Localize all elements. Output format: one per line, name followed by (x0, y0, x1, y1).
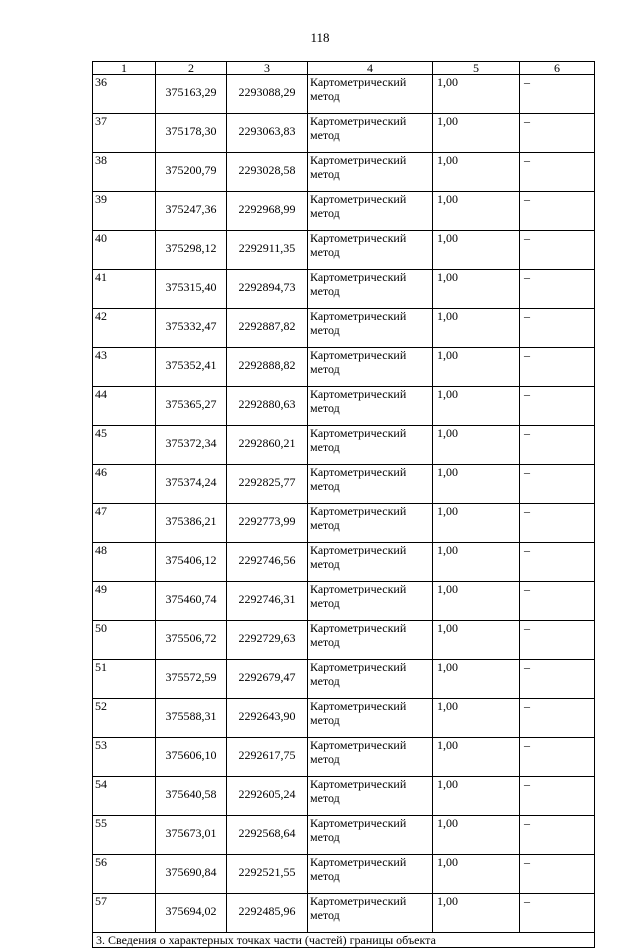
table-row (93, 114, 595, 153)
coordinate-x: 375606,10 (156, 738, 227, 777)
coordinate-y: 2292605,24 (227, 777, 308, 816)
note-cell: – (520, 660, 595, 699)
column-header: 3 (227, 62, 308, 75)
table-row (93, 582, 595, 621)
note-cell: – (520, 153, 595, 192)
method-cell: Картометрический метод (308, 621, 433, 660)
coordinate-x: 375572,59 (156, 660, 227, 699)
accuracy-cell: 1,00 (433, 387, 520, 426)
point-number: 44 (93, 387, 156, 426)
table-row (93, 231, 595, 270)
method-cell: Картометрический метод (308, 465, 433, 504)
coordinate-y: 2293028,58 (227, 153, 308, 192)
coordinate-x: 375200,79 (156, 153, 227, 192)
coordinate-y: 2293063,83 (227, 114, 308, 153)
accuracy-cell: 1,00 (433, 192, 520, 231)
table-row (93, 153, 595, 192)
accuracy-cell: 1,00 (433, 114, 520, 153)
table-header-row (93, 62, 595, 75)
note-cell: – (520, 816, 595, 855)
method-cell: Картометрический метод (308, 270, 433, 309)
method-cell: Картометрический метод (308, 816, 433, 855)
coordinate-y: 2292825,77 (227, 465, 308, 504)
table-row (93, 855, 595, 894)
method-cell: Картометрический метод (308, 855, 433, 894)
coordinate-x: 375374,24 (156, 465, 227, 504)
point-number: 42 (93, 309, 156, 348)
table-row (93, 777, 595, 816)
table-row (93, 465, 595, 504)
note-cell: – (520, 114, 595, 153)
coordinate-x: 375690,84 (156, 855, 227, 894)
coordinate-y: 2292521,55 (227, 855, 308, 894)
table-row (93, 75, 595, 114)
method-cell: Картометрический метод (308, 543, 433, 582)
accuracy-cell: 1,00 (433, 816, 520, 855)
note-cell: – (520, 309, 595, 348)
column-header: 6 (520, 62, 595, 75)
coordinate-y: 2292729,63 (227, 621, 308, 660)
method-cell: Картометрический метод (308, 387, 433, 426)
accuracy-cell: 1,00 (433, 348, 520, 387)
point-number: 41 (93, 270, 156, 309)
note-cell: – (520, 387, 595, 426)
accuracy-cell: 1,00 (433, 270, 520, 309)
point-number: 43 (93, 348, 156, 387)
coordinate-x: 375640,58 (156, 777, 227, 816)
coordinate-x: 375298,12 (156, 231, 227, 270)
coordinate-y: 2292887,82 (227, 309, 308, 348)
accuracy-cell: 1,00 (433, 777, 520, 816)
note-cell: – (520, 582, 595, 621)
note-cell: – (520, 777, 595, 816)
table-row (93, 270, 595, 309)
accuracy-cell: 1,00 (433, 309, 520, 348)
coordinate-x: 375694,02 (156, 894, 227, 933)
accuracy-cell: 1,00 (433, 504, 520, 543)
method-cell: Картометрический метод (308, 582, 433, 621)
page-number: 118 (310, 30, 330, 45)
coordinate-y: 2292746,31 (227, 582, 308, 621)
method-cell: Картометрический метод (308, 348, 433, 387)
table-row (93, 621, 595, 660)
table-row (93, 309, 595, 348)
point-number: 51 (93, 660, 156, 699)
coordinate-y: 2292773,99 (227, 504, 308, 543)
coordinate-y: 2292968,99 (227, 192, 308, 231)
table-row (93, 738, 595, 777)
coordinate-x: 375588,31 (156, 699, 227, 738)
accuracy-cell: 1,00 (433, 426, 520, 465)
coordinate-y: 2292880,63 (227, 387, 308, 426)
coordinate-y: 2292860,21 (227, 426, 308, 465)
accuracy-cell: 1,00 (433, 660, 520, 699)
note-cell: – (520, 348, 595, 387)
table-body (93, 75, 595, 948)
coordinate-x: 375247,36 (156, 192, 227, 231)
table-row (93, 543, 595, 582)
accuracy-cell: 1,00 (433, 153, 520, 192)
table-row (93, 426, 595, 465)
note-cell: – (520, 543, 595, 582)
method-cell: Картометрический метод (308, 192, 433, 231)
accuracy-cell: 1,00 (433, 75, 520, 114)
method-cell: Картометрический метод (308, 660, 433, 699)
column-header: 5 (433, 62, 520, 75)
note-cell: – (520, 738, 595, 777)
coordinate-y: 2292617,75 (227, 738, 308, 777)
point-number: 39 (93, 192, 156, 231)
table-row (93, 816, 595, 855)
point-number: 56 (93, 855, 156, 894)
method-cell: Картометрический метод (308, 309, 433, 348)
method-cell: Картометрический метод (308, 777, 433, 816)
coordinate-x: 375506,72 (156, 621, 227, 660)
note-cell: – (520, 231, 595, 270)
coordinate-x: 375460,74 (156, 582, 227, 621)
table-row (93, 387, 595, 426)
coordinate-x: 375315,40 (156, 270, 227, 309)
coordinates-table (92, 61, 595, 948)
accuracy-cell: 1,00 (433, 582, 520, 621)
note-cell: – (520, 621, 595, 660)
note-cell: – (520, 855, 595, 894)
coordinate-y: 2293088,29 (227, 75, 308, 114)
coordinate-y: 2292911,35 (227, 231, 308, 270)
method-cell: Картометрический метод (308, 153, 433, 192)
point-number: 50 (93, 621, 156, 660)
point-number: 49 (93, 582, 156, 621)
method-cell: Картометрический метод (308, 699, 433, 738)
point-number: 37 (93, 114, 156, 153)
coordinate-y: 2292679,47 (227, 660, 308, 699)
column-header: 2 (156, 62, 227, 75)
method-cell: Картометрический метод (308, 738, 433, 777)
table-row (93, 504, 595, 543)
point-number: 40 (93, 231, 156, 270)
column-header: 1 (93, 62, 156, 75)
accuracy-cell: 1,00 (433, 465, 520, 504)
point-number: 52 (93, 699, 156, 738)
section-caption: 3. Сведения о характерных точках части (частей) границы объекта (93, 933, 595, 948)
method-cell: Картометрический метод (308, 231, 433, 270)
note-cell: – (520, 75, 595, 114)
coordinate-y: 2292894,73 (227, 270, 308, 309)
coordinate-x: 375365,27 (156, 387, 227, 426)
method-cell: Картометрический метод (308, 426, 433, 465)
point-number: 54 (93, 777, 156, 816)
accuracy-cell: 1,00 (433, 699, 520, 738)
coordinate-x: 375673,01 (156, 816, 227, 855)
coordinate-y: 2292746,56 (227, 543, 308, 582)
coordinate-x: 375386,21 (156, 504, 227, 543)
point-number: 36 (93, 75, 156, 114)
coordinate-y: 2292643,90 (227, 699, 308, 738)
accuracy-cell: 1,00 (433, 894, 520, 933)
coordinate-x: 375406,12 (156, 543, 227, 582)
method-cell: Картометрический метод (308, 75, 433, 114)
coordinate-x: 375372,34 (156, 426, 227, 465)
coordinate-x: 375178,30 (156, 114, 227, 153)
note-cell: – (520, 699, 595, 738)
table-row (93, 660, 595, 699)
point-number: 38 (93, 153, 156, 192)
point-number: 46 (93, 465, 156, 504)
accuracy-cell: 1,00 (433, 855, 520, 894)
coordinate-x: 375332,47 (156, 309, 227, 348)
note-cell: – (520, 894, 595, 933)
method-cell: Картометрический метод (308, 894, 433, 933)
point-number: 57 (93, 894, 156, 933)
point-number: 48 (93, 543, 156, 582)
note-cell: – (520, 192, 595, 231)
note-cell: – (520, 504, 595, 543)
point-number: 45 (93, 426, 156, 465)
method-cell: Картометрический метод (308, 504, 433, 543)
coordinate-y: 2292888,82 (227, 348, 308, 387)
note-cell: – (520, 465, 595, 504)
table-row (93, 894, 595, 933)
accuracy-cell: 1,00 (433, 231, 520, 270)
accuracy-cell: 1,00 (433, 738, 520, 777)
point-number: 55 (93, 816, 156, 855)
column-header: 4 (308, 62, 433, 75)
coordinate-y: 2292485,96 (227, 894, 308, 933)
point-number: 47 (93, 504, 156, 543)
table-footer-row (93, 933, 595, 948)
coordinate-x: 375163,29 (156, 75, 227, 114)
coordinate-y: 2292568,64 (227, 816, 308, 855)
table-row (93, 192, 595, 231)
accuracy-cell: 1,00 (433, 621, 520, 660)
table-row (93, 348, 595, 387)
note-cell: – (520, 426, 595, 465)
note-cell: – (520, 270, 595, 309)
method-cell: Картометрический метод (308, 114, 433, 153)
table-row (93, 699, 595, 738)
accuracy-cell: 1,00 (433, 543, 520, 582)
point-number: 53 (93, 738, 156, 777)
coordinate-x: 375352,41 (156, 348, 227, 387)
